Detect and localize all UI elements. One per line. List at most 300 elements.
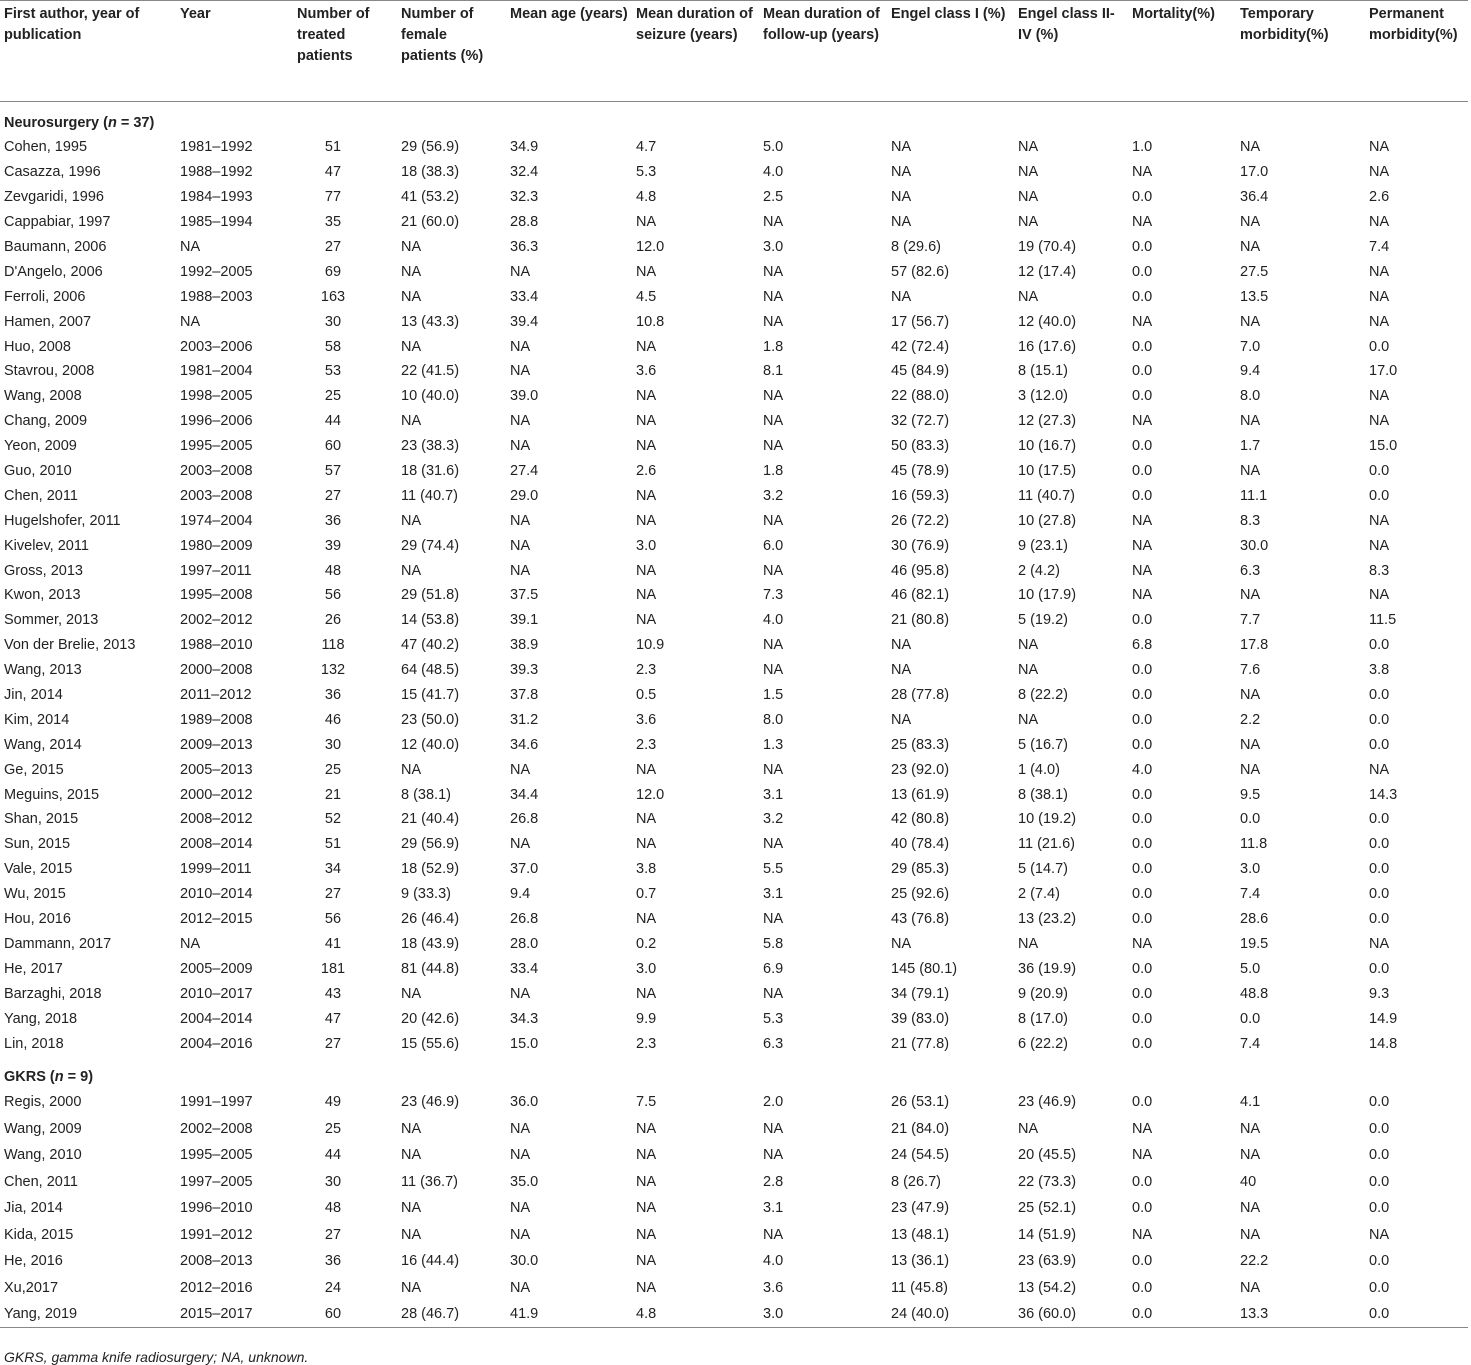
cell-female: NA bbox=[401, 1226, 422, 1243]
cell-engel2: 13 (23.2) bbox=[1018, 911, 1077, 928]
cell-mortality: 6.8 bbox=[1132, 637, 1153, 654]
col-header-permanent: Permanent morbidity(%) bbox=[1365, 1, 1468, 102]
cell-engel1: 28 (77.8) bbox=[891, 687, 950, 704]
cell-age: 28.0 bbox=[510, 935, 539, 952]
col-header-author: First author, year of publication bbox=[0, 1, 176, 102]
group-n-symbol: n bbox=[107, 115, 117, 131]
cell-followup: 3.2 bbox=[763, 811, 784, 828]
table-row bbox=[0, 658, 1468, 683]
cell-permanent: 14.3 bbox=[1369, 786, 1398, 803]
cell-engel2: NA bbox=[1018, 288, 1039, 305]
cell-author: Cappabiar, 1997 bbox=[4, 214, 111, 231]
cell-temporary: NA bbox=[1240, 214, 1261, 231]
cell-temporary: 28.6 bbox=[1240, 911, 1269, 928]
cell-female: 11 (36.7) bbox=[401, 1173, 458, 1190]
cell-temporary: 9.4 bbox=[1240, 363, 1261, 380]
cell-female: NA bbox=[401, 413, 422, 430]
cell-followup: 3.2 bbox=[763, 487, 784, 504]
cell-followup: NA bbox=[763, 911, 784, 928]
cell-age: 27.4 bbox=[510, 463, 539, 480]
cell-seizure: NA bbox=[636, 413, 657, 430]
cell-permanent: 0.0 bbox=[1369, 487, 1390, 504]
cell-temporary: 6.3 bbox=[1240, 562, 1261, 579]
cell-age: NA bbox=[510, 537, 531, 554]
cell-followup: 8.0 bbox=[763, 711, 784, 728]
cell-engel2: 2 (7.4) bbox=[1018, 886, 1060, 903]
cell-author: Hugelshofer, 2011 bbox=[4, 512, 121, 529]
cell-temporary: 17.0 bbox=[1240, 164, 1269, 181]
cell-female: 23 (50.0) bbox=[401, 711, 460, 728]
cell-engel2: NA bbox=[1018, 935, 1039, 952]
cell-female: 10 (40.0) bbox=[401, 388, 460, 405]
cell-engel1: 34 (79.1) bbox=[891, 985, 950, 1002]
table-footnote: GKRS, gamma knife radiosurgery; NA, unknown. bbox=[4, 1349, 309, 1365]
cell-permanent: NA bbox=[1369, 313, 1390, 330]
cell-permanent: 0.0 bbox=[1369, 736, 1390, 753]
cell-engel2: 10 (19.2) bbox=[1018, 811, 1077, 828]
cell-year: 1984–1993 bbox=[180, 189, 253, 206]
cell-followup: 6.3 bbox=[763, 1035, 784, 1052]
cell-seizure: NA bbox=[636, 338, 657, 355]
cell-permanent: 0.0 bbox=[1369, 711, 1390, 728]
cell-author: Zevgaridi, 1996 bbox=[4, 189, 104, 206]
cell-author: Meguins, 2015 bbox=[4, 786, 100, 803]
cell-year: 2000–2008 bbox=[180, 662, 253, 679]
cell-treated: 51 bbox=[324, 139, 342, 156]
cell-author: Wang, 2010 bbox=[4, 1147, 82, 1164]
cell-year: 1991–1997 bbox=[180, 1094, 253, 1111]
cell-permanent: 0.0 bbox=[1369, 338, 1390, 355]
cell-temporary: NA bbox=[1240, 1200, 1261, 1217]
table-row bbox=[0, 508, 1468, 533]
col-header-seizure: Mean duration of seizure (years) bbox=[632, 1, 759, 102]
cell-permanent: NA bbox=[1369, 288, 1390, 305]
cell-temporary: 27.5 bbox=[1240, 263, 1269, 280]
cell-engel1: 45 (84.9) bbox=[891, 363, 950, 380]
cell-seizure: NA bbox=[636, 512, 657, 529]
cell-seizure: 3.0 bbox=[636, 537, 657, 554]
cell-mortality: 0.0 bbox=[1132, 1173, 1153, 1190]
cell-female: 16 (44.4) bbox=[401, 1253, 460, 1270]
cell-mortality: NA bbox=[1132, 313, 1153, 330]
cell-age: 39.3 bbox=[510, 662, 539, 679]
cell-permanent: 0.0 bbox=[1369, 861, 1390, 878]
cell-mortality: 0.0 bbox=[1132, 861, 1153, 878]
cell-permanent: NA bbox=[1369, 214, 1390, 231]
cell-year: 2003–2006 bbox=[180, 338, 253, 355]
cell-mortality: 0.0 bbox=[1132, 438, 1153, 455]
cell-engel1: 25 (92.6) bbox=[891, 886, 950, 903]
cell-seizure: 2.3 bbox=[636, 736, 657, 753]
cell-followup: NA bbox=[763, 388, 784, 405]
cell-author: He, 2016 bbox=[4, 1253, 63, 1270]
cell-female: 81 (44.8) bbox=[401, 960, 460, 977]
cell-permanent: 0.0 bbox=[1369, 1253, 1390, 1270]
cell-age: 36.0 bbox=[510, 1094, 539, 1111]
cell-engel1: NA bbox=[891, 935, 912, 952]
table-row bbox=[0, 284, 1468, 309]
cell-seizure: 9.9 bbox=[636, 1010, 657, 1027]
cell-age: NA bbox=[510, 1279, 531, 1296]
cell-age: 37.5 bbox=[510, 587, 539, 604]
table-row bbox=[0, 757, 1468, 782]
table-row bbox=[0, 1006, 1468, 1031]
cell-author: Ferroli, 2006 bbox=[4, 288, 86, 305]
table-row bbox=[0, 1031, 1468, 1056]
cell-engel2: 5 (19.2) bbox=[1018, 612, 1068, 629]
table-row bbox=[0, 309, 1468, 334]
cell-year: 1997–2005 bbox=[180, 1173, 253, 1190]
table-row bbox=[0, 857, 1468, 882]
cell-year: 2011–2012 bbox=[180, 687, 252, 704]
cell-seizure: 4.8 bbox=[636, 189, 657, 206]
cell-age: NA bbox=[510, 1226, 531, 1243]
cell-mortality: 0.0 bbox=[1132, 786, 1153, 803]
cell-engel2: 16 (17.6) bbox=[1018, 338, 1077, 355]
cell-engel2: 10 (27.8) bbox=[1018, 512, 1077, 529]
cell-temporary: 13.3 bbox=[1236, 1301, 1365, 1328]
cell-engel2: 5 (16.7) bbox=[1018, 736, 1068, 753]
cell-engel2: 2 (4.2) bbox=[1018, 562, 1060, 579]
cell-age: 39.4 bbox=[510, 313, 539, 330]
table-row bbox=[0, 732, 1468, 757]
cell-author: Gross, 2013 bbox=[4, 562, 83, 579]
cell-age: 33.4 bbox=[510, 288, 539, 305]
cell-engel1: NA bbox=[891, 662, 912, 679]
cell-author: He, 2017 bbox=[4, 960, 63, 977]
cell-engel1: NA bbox=[891, 214, 912, 231]
cell-author: Chen, 2011 bbox=[4, 487, 78, 504]
cell-author: Kwon, 2013 bbox=[4, 587, 81, 604]
cell-followup: NA bbox=[763, 288, 784, 305]
cell-treated: 163 bbox=[320, 288, 346, 305]
group-n-symbol: n bbox=[54, 1068, 64, 1085]
cell-permanent: 0.0 bbox=[1369, 811, 1390, 828]
cell-engel1: 13 (48.1) bbox=[891, 1226, 950, 1243]
cell-seizure: 2.3 bbox=[636, 1035, 657, 1052]
cell-seizure: 2.6 bbox=[636, 463, 657, 480]
cell-female: 18 (38.3) bbox=[401, 164, 460, 181]
cell-permanent: 8.3 bbox=[1369, 562, 1390, 579]
cell-mortality: 0.0 bbox=[1132, 487, 1153, 504]
cell-engel1: 23 (92.0) bbox=[891, 761, 950, 778]
col-header-temporary: Temporary morbidity(%) bbox=[1236, 1, 1365, 102]
cell-author: Sommer, 2013 bbox=[4, 612, 99, 629]
cell-treated: 30 bbox=[324, 313, 342, 330]
cell-engel2: 8 (38.1) bbox=[1018, 786, 1068, 803]
cell-engel1: 45 (78.9) bbox=[891, 463, 950, 480]
cell-seizure: 4.8 bbox=[632, 1301, 759, 1328]
cell-year: 2008–2014 bbox=[180, 836, 253, 853]
cell-permanent: NA bbox=[1369, 761, 1390, 778]
cell-year: 1974–2004 bbox=[180, 512, 253, 529]
cell-year: 2005–2013 bbox=[180, 761, 253, 778]
table-row bbox=[0, 1115, 1468, 1142]
cell-temporary: 36.4 bbox=[1240, 189, 1269, 206]
cell-author: Wang, 2013 bbox=[4, 662, 82, 679]
cell-author: Chen, 2011 bbox=[4, 1173, 78, 1190]
cell-year: 1981–1992 bbox=[180, 139, 253, 156]
cell-age: NA bbox=[510, 836, 531, 853]
cell-treated: 25 bbox=[324, 388, 342, 405]
cell-engel1: 42 (80.8) bbox=[891, 811, 950, 828]
cell-seizure: NA bbox=[636, 1147, 657, 1164]
cell-temporary: NA bbox=[1240, 1120, 1261, 1137]
cell-treated: 53 bbox=[324, 363, 342, 380]
cell-temporary: 0.0 bbox=[1240, 1010, 1261, 1027]
table-row bbox=[0, 160, 1468, 185]
cell-followup: 1.8 bbox=[763, 338, 784, 355]
cell-temporary: 1.7 bbox=[1240, 438, 1261, 455]
cell-treated: 69 bbox=[324, 263, 342, 280]
cell-treated: 34 bbox=[324, 861, 342, 878]
table-row bbox=[0, 981, 1468, 1006]
cell-temporary: 4.1 bbox=[1240, 1094, 1261, 1111]
cell-year: 2000–2012 bbox=[180, 786, 253, 803]
cell-treated: 44 bbox=[324, 1147, 342, 1164]
cell-year: 2008–2012 bbox=[180, 811, 253, 828]
cell-year: 1981–2004 bbox=[180, 363, 253, 380]
cell-treated: 41 bbox=[324, 935, 342, 952]
cell-engel1: 42 (72.4) bbox=[891, 338, 950, 355]
cell-followup: 3.6 bbox=[763, 1279, 784, 1296]
cell-temporary: 8.3 bbox=[1240, 512, 1261, 529]
cell-engel1: 40 (78.4) bbox=[891, 836, 950, 853]
cell-engel2: NA bbox=[1018, 711, 1039, 728]
col-header-followup: Mean duration of follow-up (years) bbox=[759, 1, 887, 102]
cell-seizure: NA bbox=[636, 761, 657, 778]
cell-female: 29 (74.4) bbox=[401, 537, 460, 554]
cell-year: 1988–2003 bbox=[180, 288, 253, 305]
cell-temporary: NA bbox=[1240, 761, 1261, 778]
cell-seizure: 12.0 bbox=[636, 239, 665, 255]
cell-age: 34.4 bbox=[510, 786, 539, 803]
cell-age: 39.1 bbox=[510, 612, 539, 629]
cell-engel2: 9 (20.9) bbox=[1018, 985, 1068, 1002]
cell-treated: 27 bbox=[324, 239, 342, 255]
cell-engel1: 39 (83.0) bbox=[891, 1010, 950, 1027]
cell-engel2: NA bbox=[1018, 139, 1039, 156]
cell-age: 41.9 bbox=[506, 1301, 632, 1328]
cell-mortality: NA bbox=[1132, 164, 1153, 181]
cell-followup: 3.1 bbox=[763, 886, 784, 903]
cell-permanent: 0.0 bbox=[1369, 1279, 1390, 1296]
cell-mortality: NA bbox=[1132, 935, 1153, 952]
cell-treated: 35 bbox=[324, 214, 342, 231]
cell-engel2: NA bbox=[1018, 1120, 1039, 1137]
cell-permanent: 0.0 bbox=[1369, 637, 1390, 654]
cell-author: Ge, 2015 bbox=[4, 761, 64, 778]
cell-mortality: NA bbox=[1132, 1147, 1153, 1164]
cell-year: 2009–2013 bbox=[180, 736, 253, 753]
cell-engel2: NA bbox=[1018, 164, 1039, 181]
table-row bbox=[0, 882, 1468, 907]
cell-temporary: 30.0 bbox=[1240, 537, 1269, 554]
cell-temporary: 7.6 bbox=[1240, 662, 1261, 679]
cell-permanent: NA bbox=[1369, 1226, 1390, 1243]
cell-followup: NA bbox=[763, 1147, 784, 1164]
cell-followup: NA bbox=[763, 512, 784, 529]
cell-author: Baumann, 2006 bbox=[4, 239, 107, 255]
cell-female: 21 (60.0) bbox=[401, 214, 460, 231]
cell-treated: 56 bbox=[324, 911, 342, 928]
col-header-female: Number of female patients (%) bbox=[397, 1, 506, 102]
cell-author: Hamen, 2007 bbox=[4, 313, 92, 330]
table-row bbox=[0, 608, 1468, 633]
cell-year: 2008–2013 bbox=[180, 1253, 253, 1270]
cell-permanent: 9.3 bbox=[1369, 985, 1390, 1002]
cell-age: 34.6 bbox=[510, 736, 539, 753]
cell-female: 23 (38.3) bbox=[401, 438, 460, 455]
cell-year: 1988–1992 bbox=[180, 164, 253, 181]
cell-age: NA bbox=[510, 562, 531, 579]
cell-engel2: 8 (17.0) bbox=[1018, 1010, 1068, 1027]
table-row bbox=[0, 409, 1468, 434]
cell-female: 11 (40.7) bbox=[401, 487, 458, 504]
cell-temporary: 7.7 bbox=[1240, 612, 1261, 629]
cell-seizure: 7.5 bbox=[636, 1094, 657, 1111]
cell-seizure: NA bbox=[636, 587, 657, 604]
cell-seizure: 3.6 bbox=[636, 363, 657, 380]
cell-author: Lin, 2018 bbox=[4, 1035, 64, 1052]
cell-female: 47 (40.2) bbox=[401, 637, 460, 654]
cell-year: 1992–2005 bbox=[180, 263, 253, 280]
cell-female: 22 (41.5) bbox=[401, 363, 460, 380]
cell-engel1: NA bbox=[891, 288, 912, 305]
cell-mortality: NA bbox=[1132, 413, 1153, 430]
cell-mortality: 0.0 bbox=[1132, 836, 1153, 853]
cell-followup: 1.3 bbox=[763, 736, 784, 753]
cell-mortality: 0.0 bbox=[1132, 736, 1153, 753]
cell-followup: 2.5 bbox=[763, 189, 784, 206]
cell-year: 2012–2016 bbox=[180, 1279, 253, 1296]
table-row bbox=[0, 683, 1468, 708]
cell-followup: 4.0 bbox=[763, 612, 784, 629]
cell-age: 15.0 bbox=[510, 1035, 539, 1052]
table-body bbox=[0, 102, 1468, 1328]
cell-treated: 57 bbox=[324, 463, 342, 480]
cell-author: D'Angelo, 2006 bbox=[4, 263, 103, 280]
cell-treated: 39 bbox=[324, 537, 342, 554]
cell-engel1: 26 (72.2) bbox=[891, 512, 950, 529]
cell-age: NA bbox=[510, 338, 531, 355]
cell-female: 20 (42.6) bbox=[401, 1010, 460, 1027]
cell-engel1: 21 (77.8) bbox=[891, 1035, 950, 1052]
cell-temporary: 11.8 bbox=[1240, 836, 1268, 853]
cell-year: 1995–2005 bbox=[180, 1147, 253, 1164]
cell-treated: 77 bbox=[324, 189, 342, 206]
cell-permanent: 0.0 bbox=[1369, 836, 1390, 853]
col-header-year: Year bbox=[176, 1, 293, 102]
cell-temporary: NA bbox=[1240, 463, 1261, 480]
cell-female: 21 (40.4) bbox=[401, 811, 460, 828]
cell-temporary: NA bbox=[1240, 587, 1261, 604]
cell-author: Yang, 2019 bbox=[0, 1301, 176, 1328]
cell-followup: 7.3 bbox=[763, 587, 784, 604]
table-row bbox=[0, 633, 1468, 658]
cell-temporary: NA bbox=[1240, 1279, 1261, 1296]
cell-permanent: 11.5 bbox=[1369, 612, 1397, 629]
cell-age: 38.9 bbox=[510, 637, 539, 654]
cell-permanent: 0.0 bbox=[1369, 463, 1390, 480]
cell-author: Kim, 2014 bbox=[4, 711, 70, 728]
cell-age: 33.4 bbox=[510, 960, 539, 977]
cell-followup: 4.0 bbox=[763, 164, 784, 181]
cell-engel1: NA bbox=[891, 139, 912, 156]
cell-permanent: NA bbox=[1369, 537, 1390, 554]
cell-treated: 26 bbox=[324, 612, 342, 629]
cell-permanent: 0.0 bbox=[1369, 1147, 1390, 1164]
cell-treated: 27 bbox=[324, 487, 342, 504]
cell-female: 9 (33.3) bbox=[401, 886, 451, 903]
cell-year: 2002–2012 bbox=[180, 612, 253, 629]
cell-seizure: NA bbox=[636, 1253, 657, 1270]
cell-engel1: NA bbox=[891, 711, 912, 728]
cell-followup: 2.8 bbox=[763, 1173, 784, 1190]
cell-engel1: NA bbox=[891, 164, 912, 181]
cell-treated: 51 bbox=[324, 836, 342, 853]
cell-female: 23 (46.9) bbox=[401, 1094, 460, 1111]
cell-treated: 44 bbox=[324, 413, 342, 430]
cell-author: Wang, 2008 bbox=[4, 388, 82, 405]
cell-author: Shan, 2015 bbox=[4, 811, 79, 828]
cell-followup: 1.5 bbox=[763, 687, 784, 704]
cell-permanent: 0.0 bbox=[1369, 886, 1390, 903]
cell-mortality: NA bbox=[1132, 562, 1153, 579]
cell-age: NA bbox=[510, 413, 531, 430]
cell-seizure: 10.8 bbox=[636, 313, 665, 330]
cell-year: 1998–2005 bbox=[180, 388, 253, 405]
cell-seizure: NA bbox=[636, 911, 657, 928]
cell-age: 29.0 bbox=[510, 487, 539, 504]
cell-author: Wang, 2009 bbox=[4, 1120, 82, 1137]
table-row bbox=[0, 707, 1468, 732]
cell-year: NA bbox=[180, 313, 201, 330]
cell-year: 1980–2009 bbox=[180, 537, 253, 554]
cell-treated: 46 bbox=[324, 711, 342, 728]
cell-female: NA bbox=[401, 239, 422, 255]
cell-female: NA bbox=[401, 263, 422, 280]
cell-temporary: 13.5 bbox=[1240, 288, 1269, 305]
cell-engel1: NA bbox=[891, 637, 912, 654]
cell-age: NA bbox=[510, 1200, 531, 1217]
table-row bbox=[0, 1301, 1468, 1328]
cell-temporary: NA bbox=[1240, 313, 1261, 330]
cell-temporary: 5.0 bbox=[1240, 960, 1261, 977]
cell-year: 2004–2016 bbox=[180, 1035, 253, 1052]
cell-temporary: 48.8 bbox=[1240, 985, 1269, 1002]
cell-female: NA bbox=[401, 1279, 422, 1296]
cell-year: 1995–2008 bbox=[180, 587, 253, 604]
cell-engel1: 57 (82.6) bbox=[891, 263, 950, 280]
cell-treated: 60 bbox=[324, 438, 342, 455]
cell-engel2: 11 (40.7) bbox=[1018, 487, 1075, 504]
cell-female: 13 (43.3) bbox=[401, 313, 460, 330]
cell-age: 35.0 bbox=[510, 1173, 539, 1190]
cell-permanent: 0.0 bbox=[1369, 687, 1390, 704]
table-row bbox=[0, 1142, 1468, 1169]
cell-female: 29 (56.9) bbox=[401, 836, 460, 853]
cell-engel2: 13 (54.2) bbox=[1018, 1279, 1077, 1296]
cell-temporary: 22.2 bbox=[1240, 1253, 1269, 1270]
cell-engel1: 46 (95.8) bbox=[891, 562, 950, 579]
cell-mortality: 0.0 bbox=[1132, 662, 1153, 679]
cell-treated: 60 bbox=[293, 1301, 397, 1328]
table-row bbox=[0, 459, 1468, 484]
table-row bbox=[0, 235, 1468, 260]
cell-year: 2010–2017 bbox=[180, 985, 253, 1002]
cell-treated: 47 bbox=[324, 164, 342, 181]
